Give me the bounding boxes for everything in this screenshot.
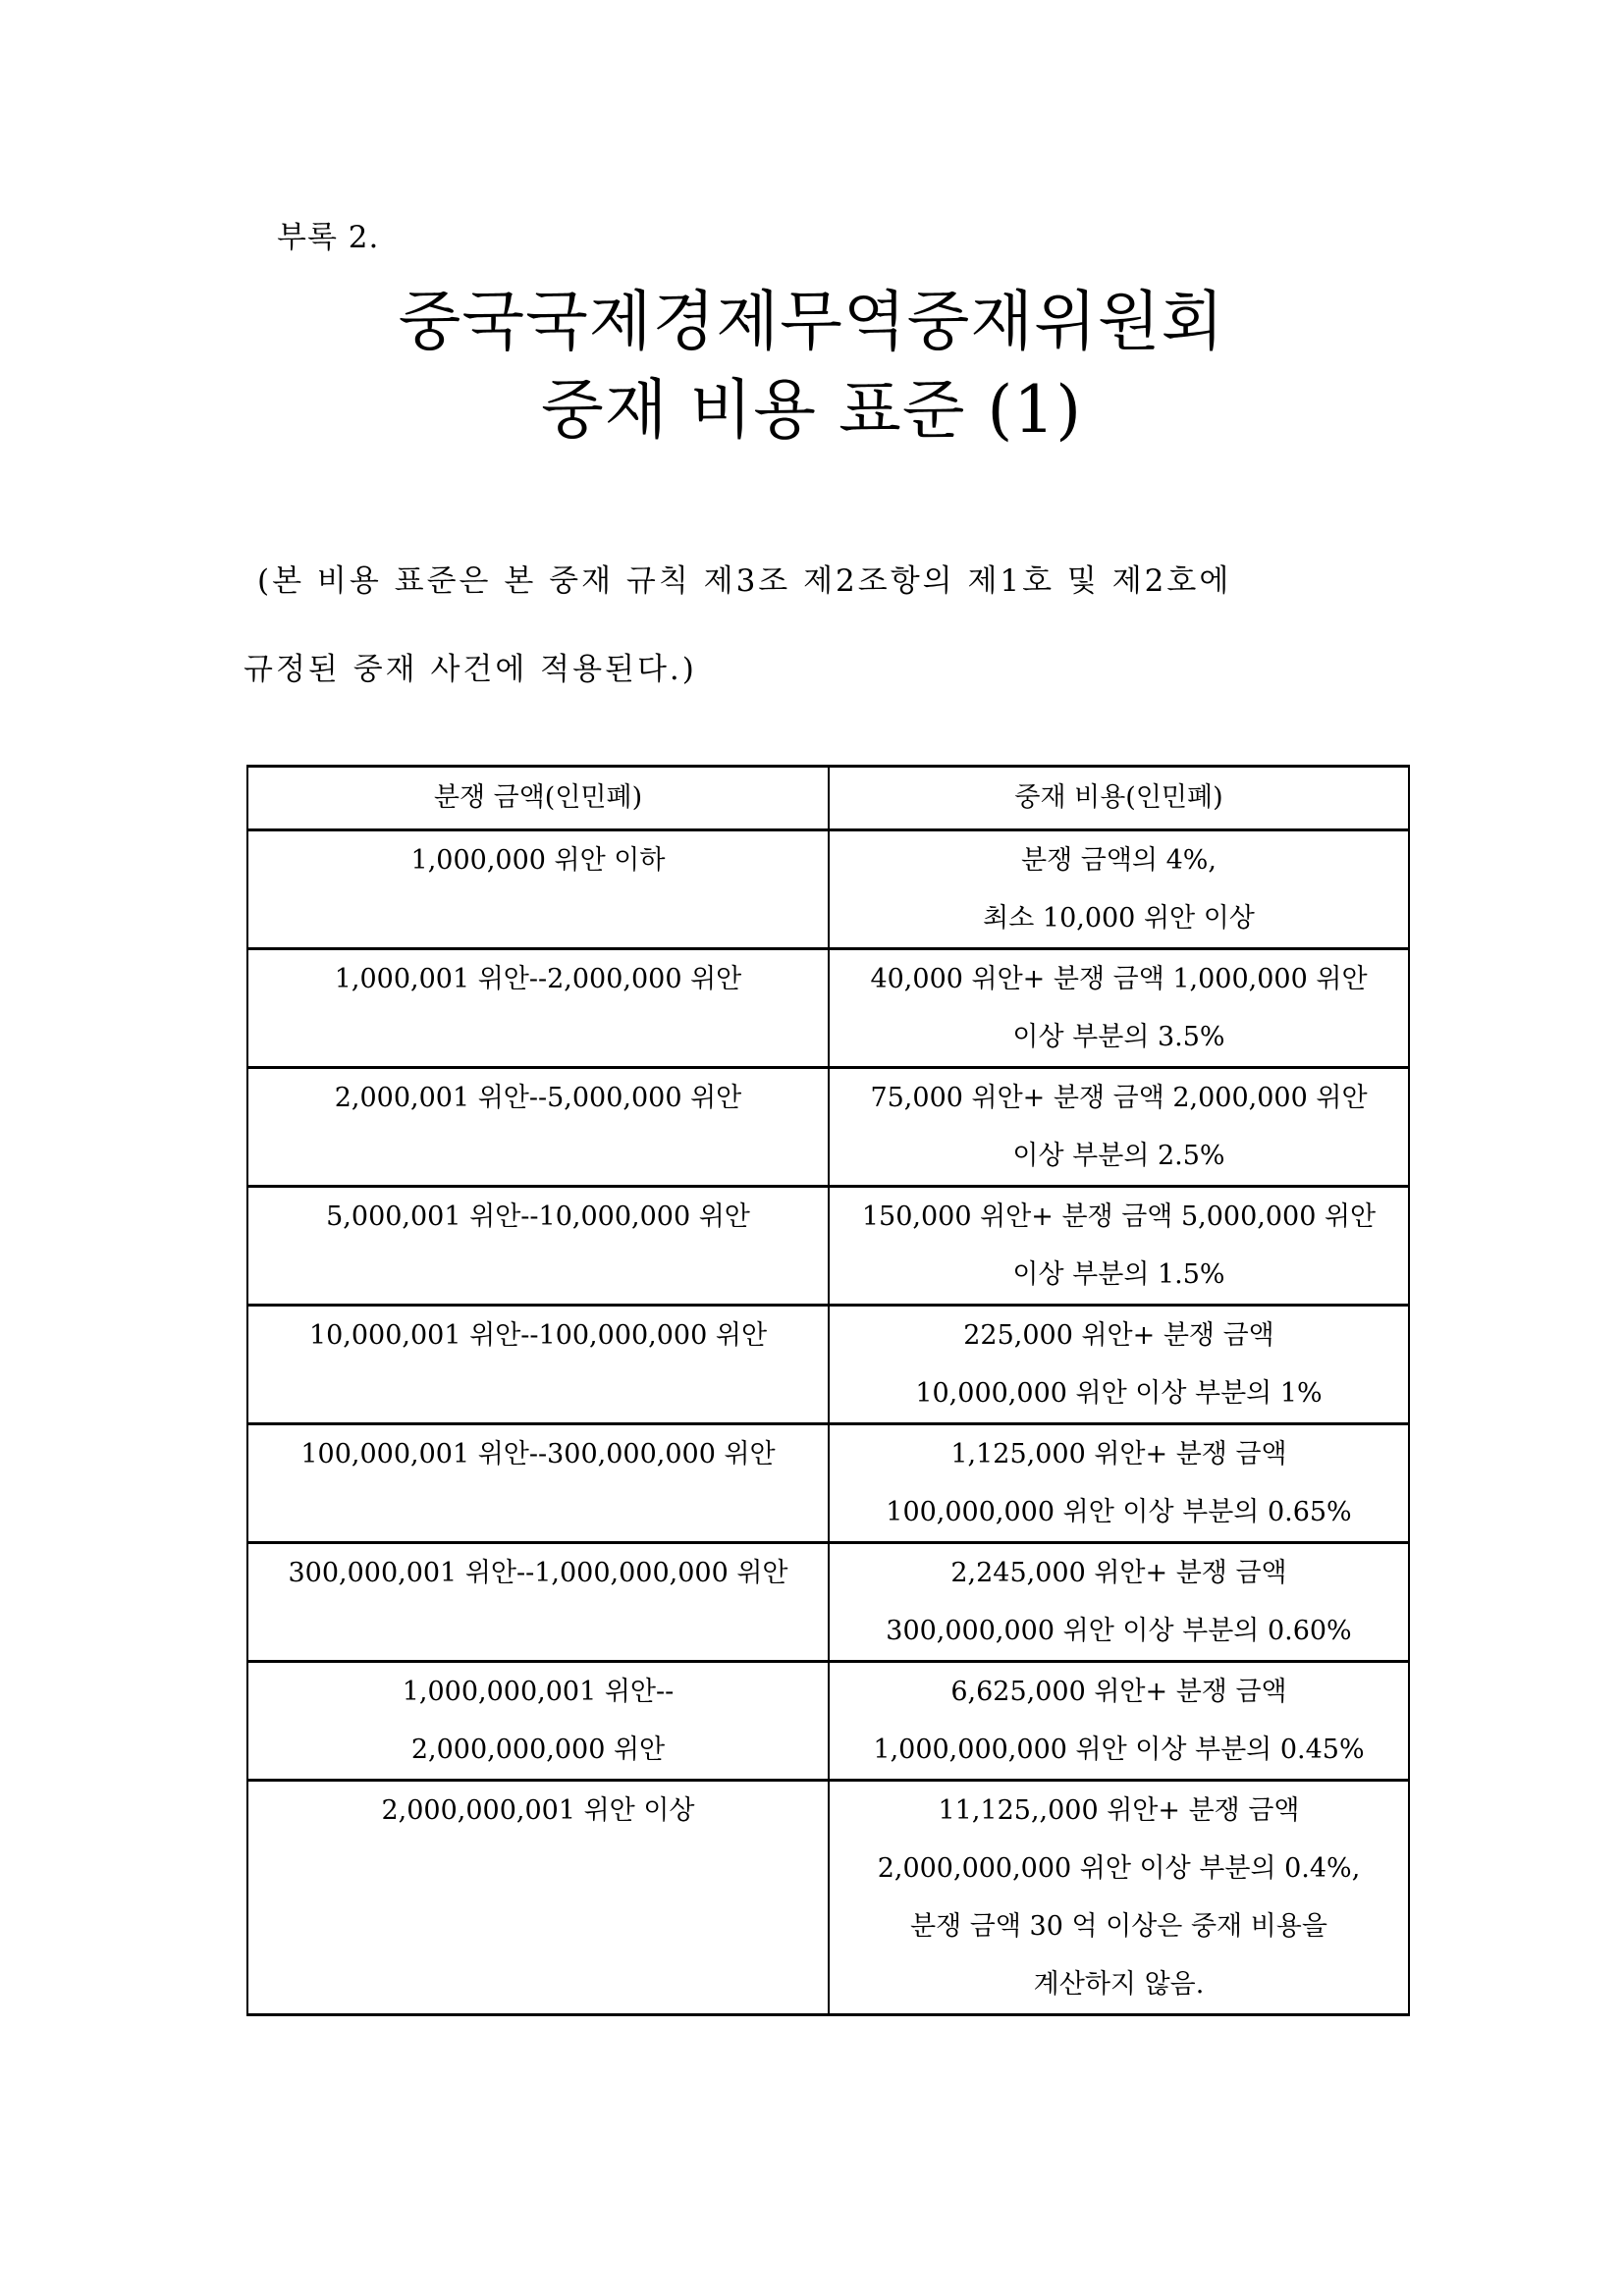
table-row	[247, 1781, 1409, 2015]
arbitration-fee-cell	[829, 1543, 1409, 1662]
cell-text: 1,000,000,000 위안 이상 부분의 0.45%	[873, 1735, 1365, 1765]
intro-text-line-2: 규정된 중재 사건에 적용된다.)	[243, 652, 697, 687]
table-row	[247, 1068, 1409, 1187]
table-row	[247, 1543, 1409, 1662]
cell-text: 2,245,000 위안+ 분쟁 금액	[950, 1558, 1287, 1588]
cell-text: 150,000 위안+ 분쟁 금액 5,000,000 위안	[861, 1201, 1377, 1232]
cell-text: 40,000 위안+ 분쟁 금액 1,000,000 위안	[870, 964, 1368, 994]
arbitration-fee-cell	[829, 1781, 1409, 2015]
cell-text: 100,000,001 위안--300,000,000 위안	[300, 1439, 776, 1469]
table-row	[247, 1306, 1409, 1424]
cell-text: 225,000 위안+ 분쟁 금액	[963, 1320, 1274, 1351]
cell-text: 5,000,001 위안--10,000,000 위안	[326, 1201, 750, 1232]
cell-text: 최소 10,000 위안 이상	[983, 903, 1255, 934]
arbitration-fee-cell	[829, 830, 1409, 949]
dispute-amount-cell	[247, 1187, 829, 1306]
cell-text: 2,000,001 위안--5,000,000 위안	[334, 1083, 742, 1113]
cell-text: 2,000,000,000 위안	[410, 1735, 666, 1765]
cell-text: 1,000,000,001 위안--	[402, 1677, 675, 1707]
dispute-amount-cell	[247, 1781, 829, 2015]
table-row	[247, 830, 1409, 949]
cell-text: 이상 부분의 3.5%	[1012, 1022, 1225, 1052]
header-dispute-amount: 분쟁 금액(인민폐)	[247, 767, 829, 830]
dispute-amount-cell	[247, 1306, 829, 1424]
table-row	[247, 1187, 1409, 1306]
arbitration-fee-cell	[829, 949, 1409, 1068]
appendix-label: 부록 2.	[277, 220, 380, 255]
dispute-amount-cell	[247, 1662, 829, 1781]
table-row	[247, 949, 1409, 1068]
header-arbitration-fee: 중재 비용(인민폐)	[829, 767, 1409, 830]
table-row	[247, 1662, 1409, 1781]
cell-text: 300,000,000 위안 이상 부분의 0.60%	[886, 1616, 1352, 1646]
cell-text: 1,125,000 위안+ 분쟁 금액	[950, 1439, 1287, 1469]
cell-text: 이상 부분의 2.5%	[1012, 1141, 1225, 1171]
page-title: 중국국제경제무역중재위원회	[398, 284, 1225, 359]
cell-text: 2,000,000,000 위안 이상 부분의 0.4%,	[877, 1853, 1361, 1884]
cell-text: 계산하지 않음.	[1033, 1969, 1205, 2000]
dispute-amount-cell	[247, 1424, 829, 1543]
arbitration-fee-cell	[829, 1306, 1409, 1424]
dispute-amount-cell	[247, 1068, 829, 1187]
arbitration-fee-cell	[829, 1068, 1409, 1187]
dispute-amount-cell	[247, 949, 829, 1068]
cell-text: 10,000,001 위안--100,000,000 위안	[308, 1320, 768, 1351]
page-subtitle: 중재 비용 표준 (1)	[541, 372, 1082, 448]
arbitration-fee-cell	[829, 1187, 1409, 1306]
cell-text: 10,000,000 위안 이상 부분의 1%	[915, 1378, 1323, 1409]
cell-text: 100,000,000 위안 이상 부분의 0.65%	[886, 1497, 1352, 1527]
cell-text: 1,000,000 위안 이하	[410, 845, 666, 876]
cell-text: 1,000,001 위안--2,000,000 위안	[334, 964, 742, 994]
cell-text: 75,000 위안+ 분쟁 금액 2,000,000 위안	[870, 1083, 1368, 1113]
intro-text-line-1: (본 비용 표준은 본 중재 규칙 제3조 제2조항의 제1호 및 제2호에	[257, 563, 1232, 599]
dispute-amount-cell	[247, 830, 829, 949]
cell-text: 6,625,000 위안+ 분쟁 금액	[950, 1677, 1287, 1707]
cell-text: 2,000,000,001 위안 이상	[381, 1795, 695, 1826]
table-row	[247, 1424, 1409, 1543]
table-header-row	[247, 767, 1409, 830]
arbitration-fee-cell	[829, 1424, 1409, 1543]
cell-text: 분쟁 금액의 4%,	[1021, 845, 1217, 876]
arbitration-fee-cell	[829, 1662, 1409, 1781]
cell-text: 300,000,001 위안--1,000,000,000 위안	[288, 1558, 788, 1588]
cell-text: 11,125,,000 위안+ 분쟁 금액	[938, 1795, 1300, 1826]
cell-text: 이상 부분의 1.5%	[1012, 1259, 1225, 1290]
cell-text: 분쟁 금액 30 억 이상은 중재 비용을	[910, 1911, 1327, 1942]
fee-schedule-table	[246, 765, 1410, 2016]
dispute-amount-cell	[247, 1543, 829, 1662]
